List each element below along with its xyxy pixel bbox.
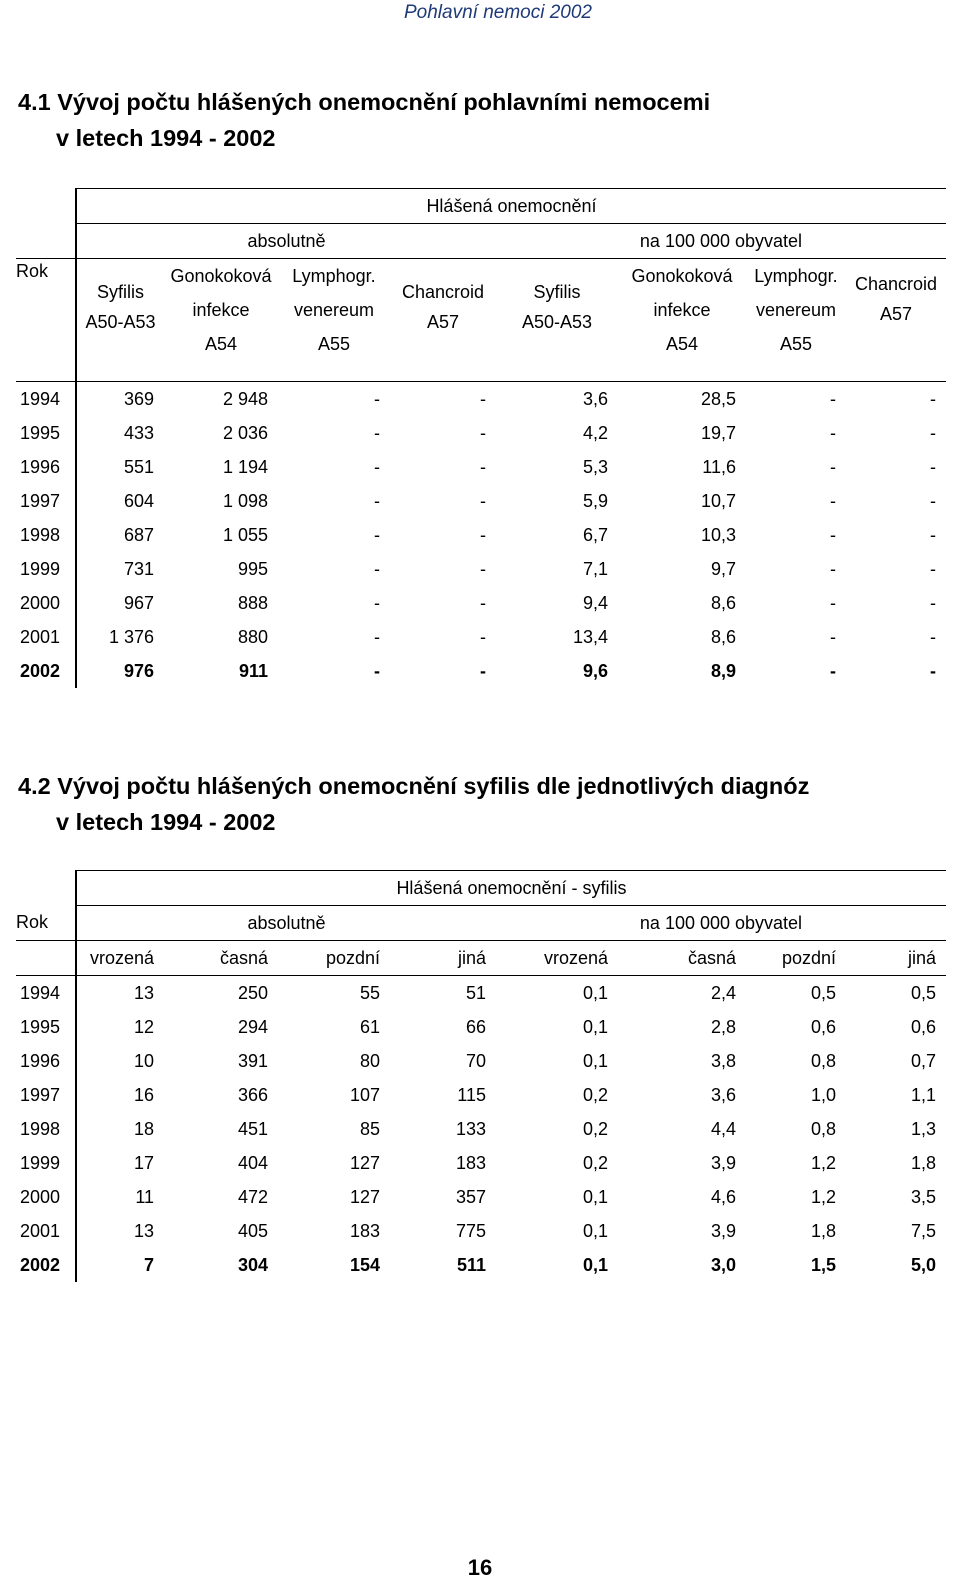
table-row: [16, 976, 946, 1011]
table-row: [16, 1248, 946, 1282]
row-year: 1999: [20, 558, 61, 579]
table-cell: 183: [349, 1220, 380, 1241]
table-cell: -: [374, 592, 380, 613]
table-cell: -: [830, 388, 836, 409]
table-cell: -: [480, 524, 486, 545]
section-title-line2: v letech 1994 - 2002: [56, 125, 276, 151]
table-cell: -: [374, 456, 380, 477]
table-cell: 357: [455, 1186, 486, 1207]
table-cell: 472: [237, 1186, 268, 1207]
column-header-syfilis: Syfilis A50-A53: [76, 259, 164, 382]
column-header-lymphogr-rel: Lymphogr. venereum A55: [754, 266, 838, 354]
table-cell: 16: [76, 1078, 164, 1112]
table-cell: 1 376: [76, 620, 164, 654]
table-cell: 0,1: [582, 1050, 608, 1071]
table-cell: 3,9: [710, 1152, 736, 1173]
table-cell: 0,2: [582, 1118, 608, 1139]
table-cell: 1,2: [810, 1186, 836, 1207]
table-row: [16, 586, 946, 620]
table-cell: 13: [76, 976, 164, 1011]
table-cell: 2,4: [710, 982, 736, 1003]
table-cell: 1,2: [810, 1152, 836, 1173]
table-cell: 7,1: [582, 558, 608, 579]
table-cell: 3,8: [710, 1050, 736, 1071]
table-cell: -: [480, 456, 486, 477]
table-cell: 0,5: [910, 982, 936, 1003]
table-cell: 51: [465, 982, 486, 1003]
subheader-per-100000: na 100 000 obyvatel: [496, 906, 946, 941]
table-cell: 61: [359, 1016, 380, 1037]
table-cell: -: [480, 660, 486, 681]
section-title-line2: v letech 1994 - 2002: [56, 809, 276, 835]
table-cell: -: [480, 592, 486, 613]
running-title: Pohlavní nemoci 2002: [403, 2, 592, 23]
column-header: pozdní: [325, 947, 380, 968]
table-cell: 1,3: [910, 1118, 936, 1139]
table-cell: 0,6: [910, 1016, 936, 1037]
table-cell: 366: [237, 1084, 268, 1105]
table-cell: -: [374, 660, 380, 681]
table-cell: 0,2: [582, 1084, 608, 1105]
table-cell: 4,6: [710, 1186, 736, 1207]
table-cell: 511: [456, 1254, 486, 1275]
table-cell: -: [830, 592, 836, 613]
table-cell: 8,6: [710, 592, 736, 613]
row-year: 1995: [20, 1016, 61, 1037]
column-header: časná: [219, 947, 268, 968]
table-cell: -: [930, 660, 936, 681]
column-header-rok: Rok: [16, 912, 49, 933]
table-row: [16, 654, 946, 688]
table-cell: 10,3: [700, 524, 736, 545]
table-cell: -: [480, 490, 486, 511]
table-cell: -: [480, 422, 486, 443]
table-cell: 0,5: [810, 982, 836, 1003]
row-year: 2000: [20, 1186, 61, 1207]
table-row: [16, 1180, 946, 1214]
row-year: 1996: [20, 456, 61, 477]
table-cell: 967: [76, 586, 164, 620]
row-year: 2001: [20, 1220, 61, 1241]
table-cell: 0,6: [810, 1016, 836, 1037]
table-cell: -: [830, 490, 836, 511]
table-row: [16, 450, 946, 484]
row-year: 1994: [20, 388, 61, 409]
row-year: 1999: [20, 1152, 61, 1173]
row-year: 1997: [20, 1084, 61, 1105]
table-cell: 115: [457, 1084, 486, 1105]
column-header-chancroid-rel: Chancroid A57: [854, 274, 938, 324]
table-cell: -: [830, 524, 836, 545]
row-year: 1995: [20, 422, 61, 443]
table-cell: 0,1: [582, 1016, 608, 1037]
table-cell: 911: [238, 660, 268, 681]
table-cell: 0,8: [810, 1118, 836, 1139]
table-cell: 10: [76, 1044, 164, 1078]
table-row: [16, 1146, 946, 1180]
table-cell: 3,0: [710, 1254, 736, 1275]
table-cell: -: [930, 490, 936, 511]
table-cell: -: [374, 490, 380, 511]
table-row: [16, 382, 946, 417]
group-header: Hlášená onemocnění: [76, 189, 946, 224]
table-cell: 551: [76, 450, 164, 484]
table-cell: 133: [455, 1118, 486, 1139]
table-cell: -: [930, 626, 936, 647]
table-cell: 0,1: [582, 1254, 608, 1275]
table-cell: -: [830, 456, 836, 477]
table-cell: -: [374, 388, 380, 409]
table-cell: 11: [76, 1180, 164, 1214]
table-row: [16, 1214, 946, 1248]
table-row: [16, 416, 946, 450]
table-cell: 294: [237, 1016, 268, 1037]
table-cell: 0,1: [582, 1186, 608, 1207]
table-cell: 0,2: [582, 1152, 608, 1173]
table-row: [16, 1044, 946, 1078]
table-cell: 5,9: [582, 490, 608, 511]
table-cell: 8,6: [710, 626, 736, 647]
table-cell: 451: [237, 1118, 268, 1139]
table-cell: 1 194: [222, 456, 268, 477]
table-syphilis-diagnoses: [16, 870, 946, 1282]
table-cell: 70: [465, 1050, 486, 1071]
subheader-absolute: absolutně: [76, 224, 496, 259]
table-cell: 391: [237, 1050, 268, 1071]
table-cell: 17: [76, 1146, 164, 1180]
column-header-gonokokova-rel: Gonokoková infekce A54: [631, 266, 733, 354]
table-cell: 154: [349, 1254, 380, 1275]
table-cell: -: [930, 422, 936, 443]
table-row: [16, 518, 946, 552]
column-header-chancroid: Chancroid A57: [401, 282, 485, 332]
column-header: jiná: [907, 947, 936, 968]
table-cell: 3,6: [582, 388, 608, 409]
table-cell: 2 036: [222, 422, 268, 443]
table-std-cases: [16, 188, 946, 688]
column-header: jiná: [457, 947, 486, 968]
table-cell: 127: [349, 1152, 380, 1173]
table-cell: 1,8: [810, 1220, 836, 1241]
table-cell: 1 098: [222, 490, 268, 511]
table-cell: 18: [76, 1112, 164, 1146]
table-cell: 19,7: [700, 422, 736, 443]
subheader-per-100000: na 100 000 obyvatel: [496, 224, 946, 259]
section-title-line1: 4.2 Vývoj počtu hlášených onemocnění syfilis dle jednotlivých diagnóz: [18, 773, 810, 799]
table-cell: 127: [349, 1186, 380, 1207]
table-cell: 880: [237, 626, 268, 647]
table-cell: 3,6: [710, 1084, 736, 1105]
table-cell: 8,9: [710, 660, 736, 681]
column-header-rok: Rok: [16, 261, 49, 281]
table-cell: 1,8: [910, 1152, 936, 1173]
table-cell: 13,4: [572, 626, 608, 647]
table-cell: 6,7: [582, 524, 608, 545]
table-cell: 405: [237, 1220, 268, 1241]
table-cell: 9,4: [582, 592, 608, 613]
section-title-4-1: [18, 84, 710, 156]
table-cell: -: [374, 422, 380, 443]
table-cell: 4,2: [582, 422, 608, 443]
table-cell: 433: [76, 416, 164, 450]
subheader-absolute: absolutně: [76, 906, 496, 941]
table-row: [16, 1078, 946, 1112]
table-cell: -: [930, 388, 936, 409]
table-cell: 80: [359, 1050, 380, 1071]
table-cell: 183: [455, 1152, 486, 1173]
column-header: vrozená: [76, 941, 164, 976]
table-cell: 2,8: [710, 1016, 736, 1037]
table-cell: -: [830, 422, 836, 443]
row-year: 1998: [20, 1118, 61, 1139]
section-title-line1: 4.1 Vývoj počtu hlášených onemocnění pohlavními nemocemi: [18, 89, 711, 115]
table-cell: 7: [76, 1248, 164, 1282]
column-header-syfilis-rel: Syfilis A50-A53: [521, 282, 593, 332]
table-cell: 7,5: [910, 1220, 936, 1241]
table-cell: -: [930, 456, 936, 477]
table-cell: -: [830, 660, 836, 681]
section-title-4-2: [18, 768, 809, 840]
table-cell: 85: [359, 1118, 380, 1139]
table-row: [16, 1010, 946, 1044]
table-cell: 28,5: [700, 388, 736, 409]
table-cell: 1,1: [910, 1084, 936, 1105]
column-header-lymphogr: Lymphogr. venereum A55: [292, 266, 376, 354]
column-header: vrozená: [543, 947, 608, 968]
column-header: časná: [687, 947, 736, 968]
table-cell: 1 055: [222, 524, 268, 545]
column-header: pozdní: [781, 947, 836, 968]
table-cell: 9,7: [710, 558, 736, 579]
header-spacer: [16, 941, 76, 976]
table-cell: 604: [76, 484, 164, 518]
table-row: [16, 1112, 946, 1146]
group-header: Hlášená onemocnění - syfilis: [76, 871, 946, 906]
column-header-gonokokova: Gonokoková infekce A54: [170, 266, 272, 354]
table-cell: -: [374, 524, 380, 545]
table-cell: 0,8: [810, 1050, 836, 1071]
table-cell: -: [930, 558, 936, 579]
table-cell: 12: [76, 1010, 164, 1044]
table-cell: -: [480, 558, 486, 579]
table-cell: 4,4: [710, 1118, 736, 1139]
table-cell: 304: [237, 1254, 268, 1275]
table-cell: 10,7: [700, 490, 736, 511]
table-cell: 55: [359, 982, 380, 1003]
row-year: 1994: [20, 982, 61, 1003]
table-row: [16, 552, 946, 586]
table-cell: 0,7: [910, 1050, 936, 1071]
table-cell: 107: [349, 1084, 380, 1105]
table-cell: 775: [455, 1220, 486, 1241]
table-cell: 995: [237, 558, 268, 579]
table-cell: 13: [76, 1214, 164, 1248]
table-cell: -: [930, 592, 936, 613]
table-row: [16, 620, 946, 654]
row-year: 1996: [20, 1050, 61, 1071]
table-cell: 11,6: [702, 456, 736, 477]
table-cell: 0,1: [582, 982, 608, 1003]
table-cell: 687: [76, 518, 164, 552]
table-row: [16, 484, 946, 518]
table-cell: 404: [237, 1152, 268, 1173]
row-year: 2001: [20, 626, 61, 647]
table-cell: -: [830, 626, 836, 647]
table-cell: 3,5: [910, 1186, 936, 1207]
table-cell: 9,6: [582, 660, 608, 681]
table-cell: -: [930, 524, 936, 545]
table-cell: 731: [76, 552, 164, 586]
row-year: 1998: [20, 524, 61, 545]
page-number: 16: [467, 1555, 493, 1580]
table-cell: -: [480, 388, 486, 409]
row-year: 1997: [20, 490, 61, 511]
row-year: 2002: [20, 660, 61, 681]
table-cell: -: [374, 626, 380, 647]
table-cell: 5,0: [910, 1254, 936, 1275]
table-cell: 1,5: [810, 1254, 836, 1275]
table-cell: 2 948: [222, 388, 268, 409]
table-cell: -: [830, 558, 836, 579]
table-cell: 1,0: [810, 1084, 836, 1105]
table-cell: 0,1: [582, 1220, 608, 1241]
table-cell: 369: [76, 382, 164, 417]
table-cell: 250: [237, 982, 268, 1003]
row-year: 2002: [20, 1254, 61, 1275]
table-cell: -: [480, 626, 486, 647]
table-cell: 5,3: [582, 456, 608, 477]
table-cell: 976: [76, 654, 164, 688]
table-cell: 3,9: [710, 1220, 736, 1241]
table-cell: 888: [237, 592, 268, 613]
table-cell: -: [374, 558, 380, 579]
table-cell: 66: [465, 1016, 486, 1037]
row-year: 2000: [20, 592, 61, 613]
